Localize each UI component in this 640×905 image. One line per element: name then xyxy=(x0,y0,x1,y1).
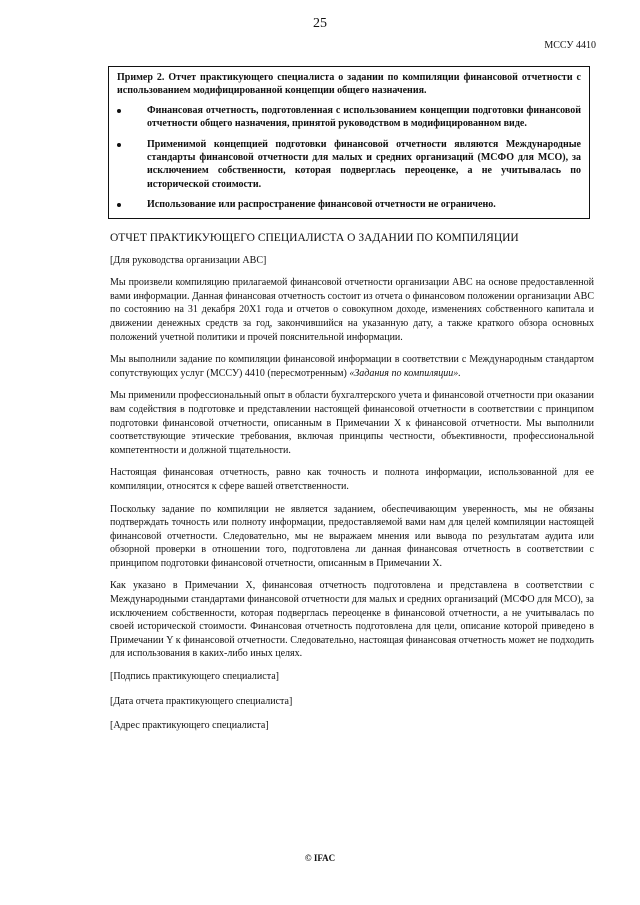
report-paragraph-5: Поскольку задание по компиляции не является заданием, обеспечивающим уверенность, мы не обязаны подтверждать точность или полноту информации, предоставляемой вами нам для целей компиляции настоящей финансовой отчетности. Следовательно, мы не выражаем мнения или вывода по результатам аудита или обзорной проверки в отношении того, подготовлена ли данная финансовая отчетность в соответствии с принципом подготовки финансовой отчетности, описанным в Примечании Х. xyxy=(110,503,594,569)
example-bullet xyxy=(117,138,581,192)
report-paragraph-4: Настоящая финансовая отчетность, равно как точность и полнота информации, использованной для ее компиляции, относятся к сфере вашей ответственности. xyxy=(110,467,594,492)
bullet-dot-icon xyxy=(117,109,121,113)
example-bullet-text: Использование или распространение финансовой отчетности не ограничено. xyxy=(147,199,496,211)
standard-title: «Задания по компиляции». xyxy=(349,367,461,379)
document-code: МССУ 4410 xyxy=(544,40,596,51)
page-number: 25 xyxy=(313,16,327,31)
date-placeholder: [Дата отчета практикующего специалиста] xyxy=(110,695,293,707)
signature-placeholder: [Подпись практикующего специалиста] xyxy=(110,671,279,683)
report-paragraph-2-text: Мы выполнили задание по компиляции финансовой информации в соответствии с Международным стандартом сопутствующих услуг (МССУ) 4410 (пересмотренным) xyxy=(110,354,594,379)
example-bullet-text: Применимой концепцией подготовки финансовой отчетности являются Международные стандарты финансовой отчетности для малых и средних организаций (МСФО для МСО), за исключением собственности, которая подверглась переоценке, а не учитывалась по исторической стоимости. xyxy=(147,138,581,190)
report-title: ОТЧЕТ ПРАКТИКУЮЩЕГО СПЕЦИАЛИСТА О ЗАДАНИИ ПО КОМПИЛЯЦИИ xyxy=(110,232,519,244)
report-paragraph-1: Мы произвели компиляцию прилагаемой финансовой отчетности организации АВС на основе предоставленной вами информации. Данная финансовая отчетность состоит из отчета о финансовом положении организации АВС по состоянию на 31 декабря 20Х1 года и отчетов о совокупном доходе, изменениях собственного капитала и движении денежных средств за год, закончившийся на указанную дату, а также краткого обзора основных положений учетной политики и прочей пояснительной информации. xyxy=(110,277,594,343)
bullet-dot-icon xyxy=(117,143,121,147)
report-paragraph-3: Мы применили профессиональный опыт в области бухгалтерского учета и финансовой отчетности при оказании вам содействия в подготовке и представлении настоящей финансовой отчетности в соответствии с принципом подготовки финансовой отчетности, описанным в Примечании Х к финансовой отчетности. Мы выполнили соответствующие этические требования, включая принципы честности, объективности, профессиональной компетентности и должной тщательности. xyxy=(110,390,594,456)
example-bullet xyxy=(117,104,581,131)
example-title: Пример 2. Отчет практикующего специалиста о задании по компиляции финансовой отчетности с использованием модифицированной концепции общего назначения. xyxy=(117,72,581,97)
example-bullet xyxy=(117,198,581,211)
report-paragraph-2 xyxy=(110,353,594,380)
example-bullet-text: Финансовая отчетность, подготовленная с использованием концепции подготовки финансовой отчетности общего назначения, принятой руководством в модифицированном виде. xyxy=(147,104,581,130)
example-bullet-list xyxy=(117,104,581,212)
report-paragraph-6: Как указано в Примечании Х, финансовая отчетность подготовлена и представлена в соответствии с Международными стандартами финансовой отчетности для малых и средних организаций (МСФО для МСО), за исключением собственности, которая подверглась переоценке в финансовой отчетности, а не учитывалась по своей исторической стоимости. Финансовая отчетность подготовлена для цели, описание которой приведено в Примечании Y к финансовой отчетности. Следовательно, настоящая финансовая отчетность может не подходить для использования в каких-либо иных целях. xyxy=(110,580,594,660)
report-body xyxy=(110,232,594,744)
bullet-dot-icon xyxy=(117,203,121,207)
address-placeholder: [Адрес практикующего специалиста] xyxy=(110,720,269,732)
example-box xyxy=(108,66,590,219)
copyright-footer: © IFAC xyxy=(304,853,336,863)
report-addressee: [Для руководства организации АВС] xyxy=(110,254,267,266)
